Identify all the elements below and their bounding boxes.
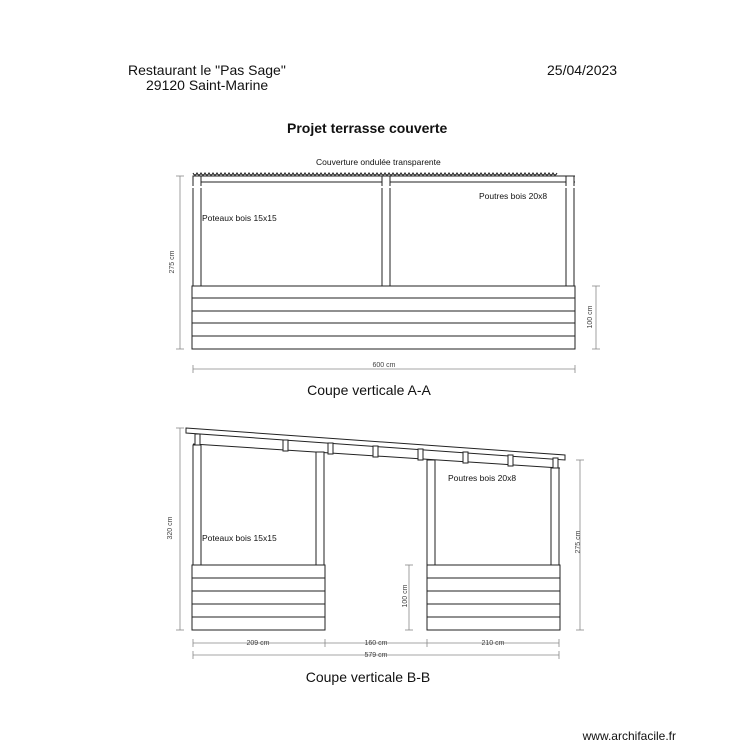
wall-plank [192,604,325,617]
seg-right-b: 210 cm [481,640,505,647]
rafter [195,434,200,445]
seg-left-b: 209 cm [246,640,270,647]
post-middle [382,176,390,286]
rafter [373,446,378,457]
wall-plank [192,578,325,591]
wall-plank [427,578,560,591]
wall-plank [192,336,575,349]
wall-plank [192,617,325,630]
post-right [566,176,574,286]
height-total-a: 275 cm [169,250,176,274]
wall-plank [427,591,560,604]
post-mid-left [316,452,324,565]
posts-label-a: Poteaux bois 15x15 [202,213,277,223]
post-left [193,445,201,565]
wall-plank [427,604,560,617]
height-wall-b: 100 cm [402,584,409,608]
rafter [463,452,468,463]
wall-plank [192,323,575,336]
width-a: 600 cm [372,362,396,369]
post-left [193,176,201,286]
caption-b: Coupe verticale B-B [305,669,431,685]
height-wall-a: 100 cm [587,305,594,329]
rafter [508,455,513,466]
section-b-drawing [186,428,565,630]
corrugated-roof [193,173,557,175]
project-date: 25/04/2023 [547,62,618,78]
seg-mid-b: 160 cm [364,640,388,647]
post-right [551,468,559,565]
posts-label-b: Poteaux bois 15x15 [202,533,277,543]
post-mid-right [427,460,435,565]
height-left-b: 320 cm [167,516,174,540]
rafter [553,458,558,469]
wall-plank [192,286,575,298]
caption-a: Coupe verticale A-A [307,382,431,398]
width-total-b: 579 cm [364,652,388,659]
beams-label-a: Poutres bois 20x8 [479,191,548,201]
page-title: Projet terrasse couverte [287,120,448,136]
beams-label-b: Poutres bois 20x8 [448,473,517,483]
restaurant-name: Restaurant le "Pas Sage" [128,62,286,78]
restaurant-address: 29120 Saint-Marine [146,77,269,93]
wall-plank [192,298,575,311]
watermark: www.archifacile.fr [582,729,676,743]
wall-plank [192,565,325,578]
roof-label: Couverture ondulée transparente [316,157,441,167]
wall-plank [192,311,575,323]
wall-plank [427,565,560,578]
wall-plank [192,591,325,604]
rafter [418,449,423,460]
height-right-b: 275 cm [575,530,582,554]
wall-plank [427,617,560,630]
rafter [283,440,288,451]
rafter [328,443,333,454]
